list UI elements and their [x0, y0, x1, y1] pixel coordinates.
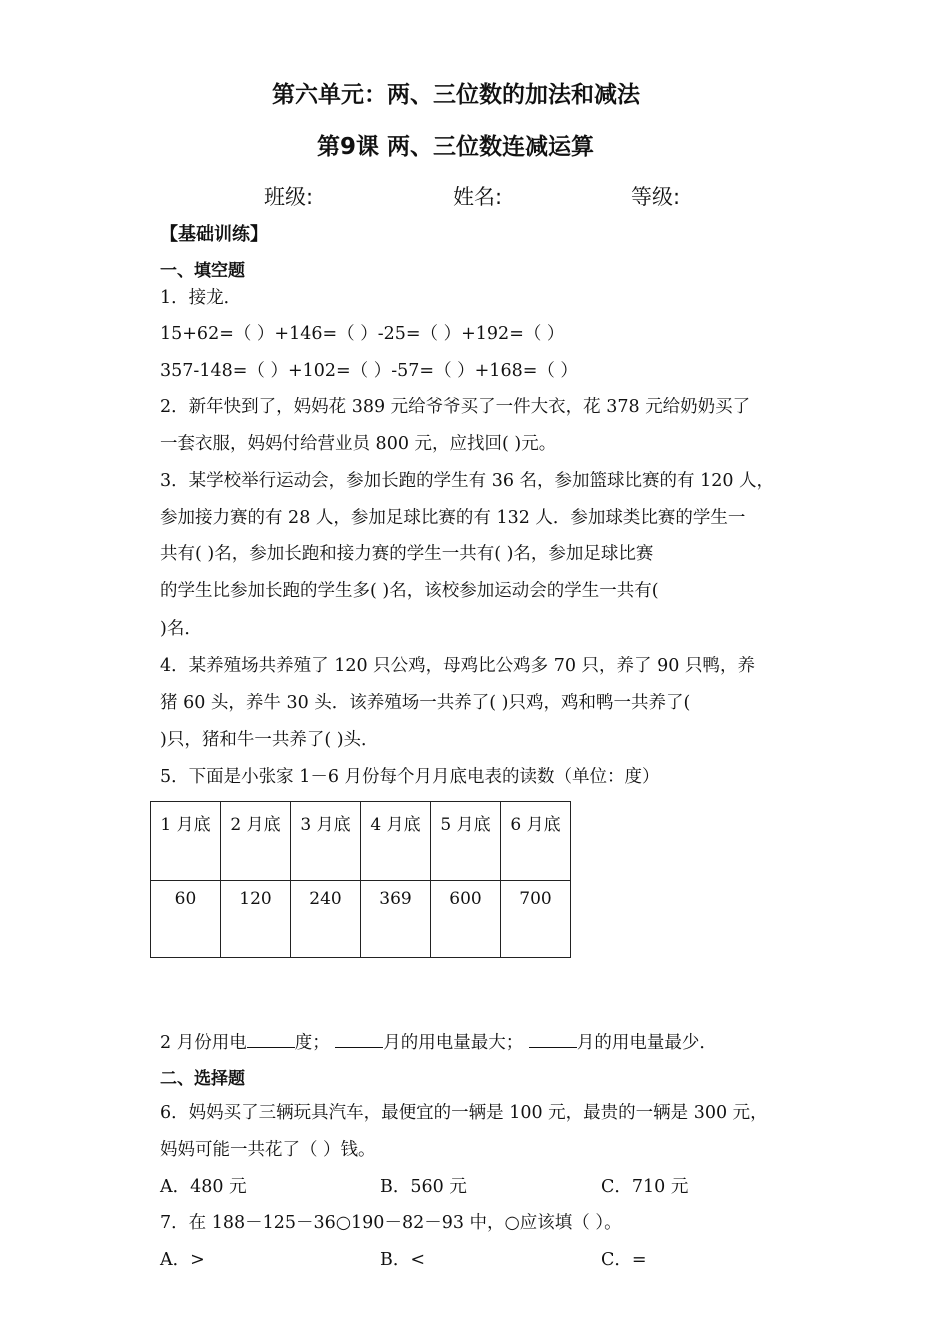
q3-line2: 参加接力赛的有 28 人，参加足球比赛的有 132 人．参加球类比赛的学生一 — [160, 508, 746, 528]
q6-option-b: B．560 元 — [380, 1177, 467, 1197]
class-label: 班级: — [264, 185, 314, 209]
grade-label: 等级: — [631, 185, 681, 209]
q3-line4: 的学生比参加长跑的学生多( )名，该校参加运动会的学生一共有( — [160, 581, 659, 601]
q5-answer-line — [160, 1031, 717, 1054]
q3-line1: 3．某学校举行运动会，参加长跑的学生有 36 名，参加篮球比赛的有 120 人， — [160, 471, 775, 491]
table-header-cell: 6 月底 — [501, 802, 571, 881]
q6-option-a: A．480 元 — [160, 1177, 247, 1197]
table-header-cell: 4 月底 — [361, 802, 431, 881]
q7-line: 7．在 188－125－36○190－82－93 中，○应该填（ ）。 — [160, 1213, 622, 1233]
q3-line3: 共有( )名，参加长跑和接力赛的学生一共有( )名，参加足球比赛 — [160, 544, 654, 564]
q5-answer-c: 月的用电量最大； — [383, 1033, 524, 1053]
table-value-cell: 60 — [151, 881, 221, 958]
answer-blank[interactable] — [335, 1031, 383, 1048]
q5-intro: 5．下面是小张家 1－6 月份每个月月底电表的读数（单位：度） — [160, 767, 660, 787]
q7-option-b: B．< — [380, 1250, 426, 1270]
answer-blank[interactable] — [529, 1031, 577, 1048]
table-value-row — [151, 881, 571, 958]
q7-option-c: C．= — [601, 1250, 647, 1270]
part2-heading: 二、选择题 — [160, 1069, 245, 1089]
q1-line2: 357-148=（ ）+102=（ ）-57=（ ）+168=（ ） — [160, 361, 578, 381]
table-value-cell: 700 — [501, 881, 571, 958]
table-header-cell: 3 月底 — [291, 802, 361, 881]
table-header-row — [151, 802, 571, 881]
table-value-cell: 369 — [361, 881, 431, 958]
q4-line1: 4．某养殖场共养殖了 120 只公鸡，母鸡比公鸡多 70 只，养了 90 只鸭，养 — [160, 656, 755, 676]
table-value-cell: 600 — [431, 881, 501, 958]
answer-blank[interactable] — [247, 1031, 295, 1048]
unit-title: 第六单元：两、三位数的加法和减法 — [272, 82, 640, 108]
q1-line1: 15+62=（ ）+146=（ ）-25=（ ）+192=（ ） — [160, 324, 565, 344]
lesson-title: 第9课 两、三位数连减运算 — [317, 134, 595, 160]
table-header-cell: 1 月底 — [151, 802, 221, 881]
name-label: 姓名: — [453, 185, 503, 209]
q6-line2: 妈妈可能一共花了（ ）钱。 — [160, 1140, 376, 1160]
q7-option-a: A．> — [160, 1250, 205, 1270]
table-header-cell: 2 月底 — [221, 802, 291, 881]
section-basic-training: 【基础训练】 — [160, 224, 268, 245]
q4-line3: )只，猪和牛一共养了( )头． — [160, 730, 379, 750]
table-value-cell: 120 — [221, 881, 291, 958]
table-value-cell: 240 — [291, 881, 361, 958]
q4-line2: 猪 60 头，养牛 30 头．该养殖场一共养了( )只鸡，鸡和鸭一共养了( — [160, 693, 691, 713]
q5-answer-d: 月的用电量最少． — [576, 1033, 717, 1053]
q5-answer-b: 度； — [294, 1033, 330, 1053]
q3-line5: )名． — [160, 619, 202, 639]
q2-line2: 一套衣服，妈妈付给营业员 800 元，应找回( )元。 — [160, 434, 557, 454]
q1-label: 1．接龙． — [160, 288, 242, 308]
q6-line1: 6．妈妈买了三辆玩具汽车，最便宜的一辆是 100 元，最贵的一辆是 300 元， — [160, 1103, 768, 1123]
part1-heading: 一、填空题 — [160, 261, 245, 281]
q6-option-c: C．710 元 — [601, 1177, 689, 1197]
meter-reading-table — [150, 801, 571, 958]
q5-answer-a: 2 月份用电 — [160, 1033, 247, 1053]
table-header-cell: 5 月底 — [431, 802, 501, 881]
q2-line1: 2．新年快到了，妈妈花 389 元给爷爷买了一件大衣，花 378 元给奶奶买了 — [160, 397, 751, 417]
